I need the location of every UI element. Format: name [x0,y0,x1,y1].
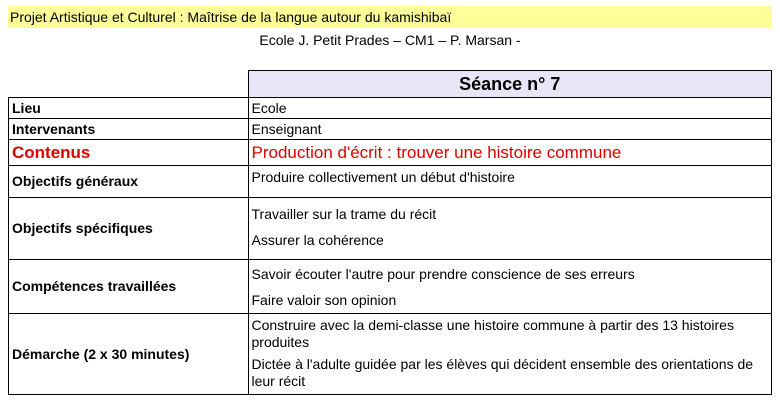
row-label: Démarche (2 x 30 minutes) [9,314,249,395]
list-item: Construire avec la demi-classe une histoire commune à partir des 13 histoires produites [251,317,734,350]
table-row-intervenants [9,119,772,140]
row-label: Lieu [9,98,249,119]
session-table [8,70,772,395]
row-label: Compétences travaillées [9,260,249,314]
session-title: Séance n° 7 [248,71,772,98]
table-row-objectifs-generaux [9,166,772,198]
list-item: Faire valoir son opinion [251,292,397,308]
row-label: Intervenants [9,119,249,140]
list-item: Assurer la cohérence [251,232,384,248]
school-line: Ecole J. Petit Prades – CM1 – P. Marsan - [259,32,521,48]
row-value: Produire collectivement un début d'histoire [248,166,772,198]
row-label: Contenus [9,140,249,166]
list-item: Travailler sur la trame du récit [251,206,437,222]
table-row-competences [9,260,772,314]
row-label: Objectifs généraux [9,166,249,198]
list-item: Dictée à l'adulte guidée par les élèves qui décident ensemble des orientations de leur récit [251,356,754,389]
list-item: Savoir écouter l'autre pour prendre conscience de ses erreurs [251,266,635,282]
header-empty-cell [9,71,249,98]
row-value: Enseignant [248,119,772,140]
table-row-objectifs-specifiques [9,198,772,260]
row-value: Production d'écrit : trouver une histoire commune [248,140,772,166]
row-value-list [248,198,772,260]
row-value: Ecole [248,98,772,119]
table-row-demarche [9,314,772,395]
row-label: Objectifs spécifiques [9,198,249,260]
row-value-list [248,260,772,314]
project-title: Projet Artistique et Culturel : Maîtrise de la langue autour du kamishibaï [8,6,772,28]
table-row-contenus [9,140,772,166]
table-header-row [9,71,772,98]
table-row-lieu [9,98,772,119]
row-value-list [248,314,772,395]
